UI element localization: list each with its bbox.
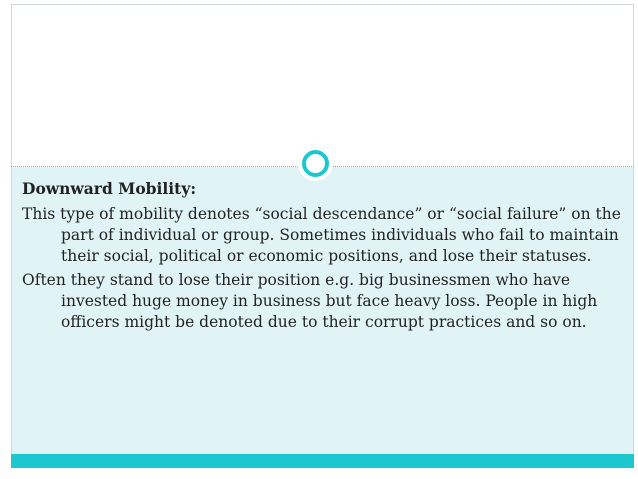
circle-ornament-icon xyxy=(302,150,329,177)
slide-body xyxy=(22,178,622,336)
paragraph-example: Often they stand to lose their position e.g. big businessmen who have invested huge money in business but face heavy loss. People in high officers might be denoted due to their corrupt practices and so on. xyxy=(22,271,598,331)
slide-bottom-bar xyxy=(11,454,634,468)
paragraph-definition: This type of mobility denotes “social descendance” or “social failure” on the part of individual or group. Sometimes individuals who fail to maintain their social, political or economic positions, and lose their statuses. xyxy=(22,205,621,265)
slide-title-area xyxy=(11,4,634,166)
section-heading: Downward Mobility: xyxy=(22,179,197,198)
